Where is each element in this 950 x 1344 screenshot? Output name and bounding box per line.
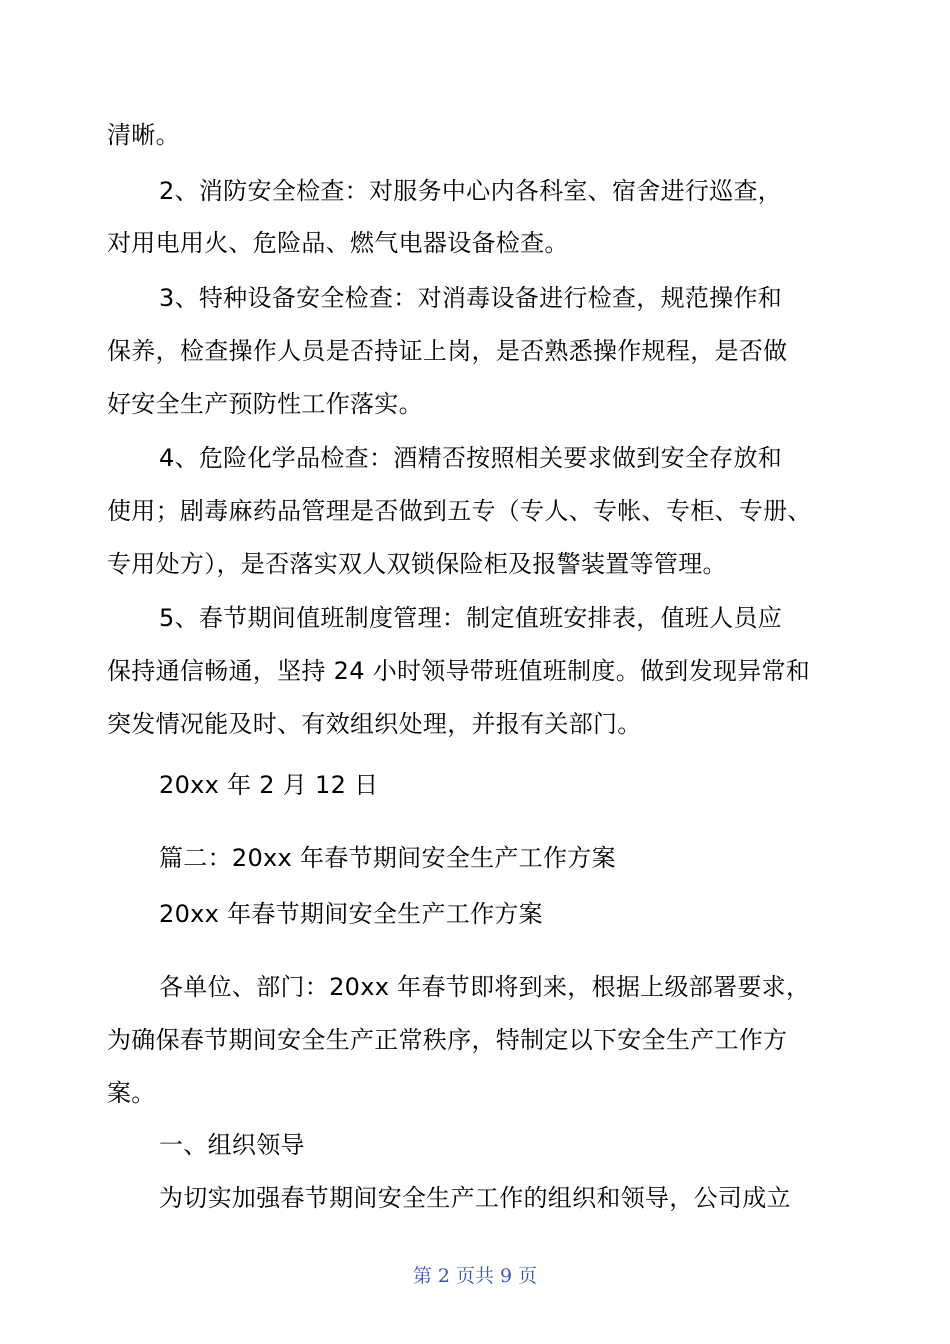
body-line: 各单位、部门：20xx 年春节即将到来，根据上级部署要求， <box>159 973 811 1001</box>
document-title: 20xx 年春节期间安全生产工作方案 <box>159 900 543 928</box>
body-line: 好安全生产预防性工作落实。 <box>107 390 423 418</box>
body-line: 5、春节期间值班制度管理：制定值班安排表，值班人员应 <box>159 604 783 632</box>
body-line: 案。 <box>107 1079 156 1107</box>
body-line: 保养，检查操作人员是否持证上岗，是否熟悉操作规程，是否做 <box>107 337 788 365</box>
body-line: 为确保春节期间安全生产正常秩序，特制定以下安全生产工作方 <box>107 1026 788 1054</box>
body-line: 对用电用火、危险品、燃气电器设备检查。 <box>107 229 569 257</box>
body-line: 2、消防安全检查：对服务中心内各科室、宿舍进行巡查， <box>159 177 783 205</box>
page-number: 第 2 页共 9 页 <box>412 1265 538 1287</box>
body-line: 清晰。 <box>107 121 180 149</box>
body-line: 4、危险化学品检查：酒精否按照相关要求做到安全存放和 <box>159 444 783 472</box>
body-line: 保持通信畅通，坚持 24 小时领导带班值班制度。做到发现异常和 <box>107 657 811 685</box>
section-heading: 一、组织领导 <box>159 1131 305 1159</box>
section-title: 篇二：20xx 年春节期间安全生产工作方案 <box>159 844 616 872</box>
date-line: 20xx 年 2 月 12 日 <box>159 771 379 799</box>
body-line: 3、特种设备安全检查：对消毒设备进行检查，规范操作和 <box>159 284 783 312</box>
body-line: 为切实加强春节期间安全生产工作的组织和领导，公司成立 <box>159 1184 791 1212</box>
body-line: 使用；剧毒麻药品管理是否做到五专（专人、专帐、专柜、专册、 <box>107 497 812 525</box>
body-line: 专用处方），是否落实双人双锁保险柜及报警装置等管理。 <box>107 550 727 578</box>
body-line: 突发情况能及时、有效组织处理，并报有关部门。 <box>107 710 642 738</box>
